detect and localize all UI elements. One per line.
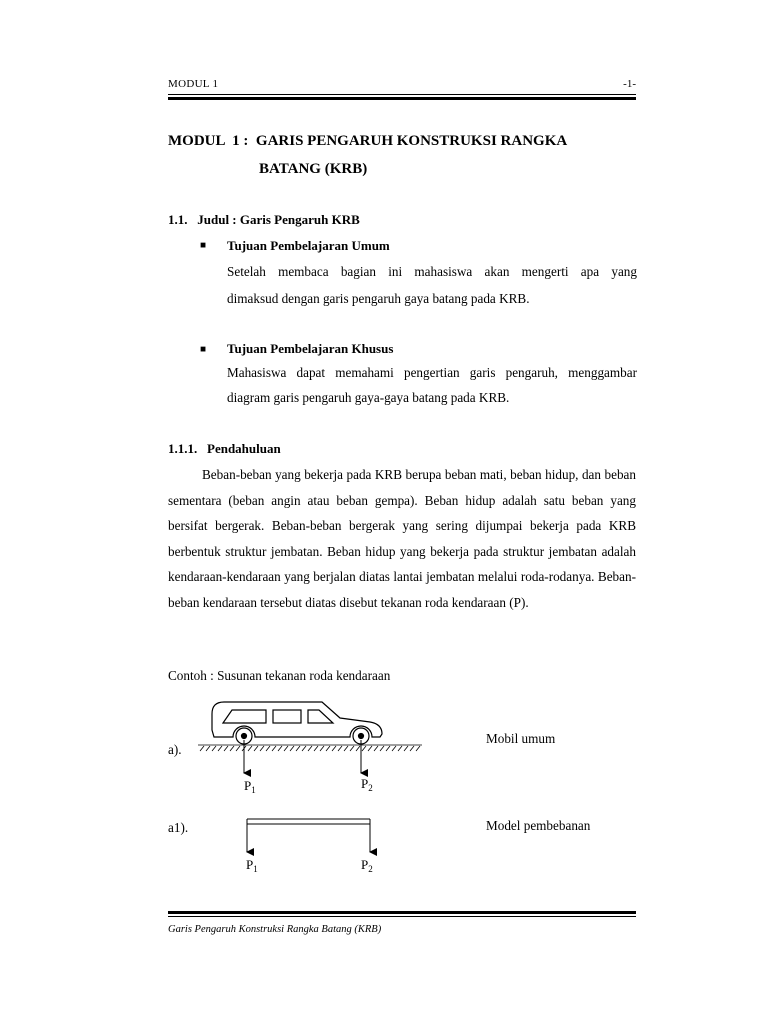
footer-text: Garis Pengaruh Konstruksi Rangka Batang (KRB) (168, 924, 382, 935)
header-rule-thick (168, 97, 636, 100)
module-title-line1: MODUL 1 : GARIS PENGARUH KONSTRUKSI RANGKA (168, 133, 568, 149)
load-label-p1: $P_1$ (244, 778, 256, 795)
footer-rule-thick (168, 911, 636, 914)
bullet2-heading: Tujuan Pembelajaran Khusus (227, 341, 394, 356)
introduction-text: Beban-beban yang bekerja pada KRB berupa beban mati, beban hidup, dan beban sementara (beban angin atau beban gempa). Beban hidup adalah satu beban yang bersifat bergerak. Beban-beban bergerak yang sering dijumpai bekerja pada KRB berbentuk struktur jembatan. Beban hidup yang bekerja pada struktur jembatan adalah kendaraan-kendaraan yang berjalan diatas lantai jembatan melalui roda-rodanya. Beban-beban kendaraan tersebut diatas disebut tekanan roda kendaraan (P). (168, 467, 636, 610)
bullet-marker: ■ (200, 344, 207, 355)
section-heading-1-1-1: 1.1.1. Pendahuluan (168, 441, 281, 456)
car-window-middle (273, 710, 301, 723)
wheel-load-diagram (190, 690, 440, 880)
bullet1-line1: Setelah membaca bagian ini mahasiswa akan mengerti apa yang (227, 264, 637, 279)
model-label-p1: $P_1$ (246, 857, 258, 874)
car-window-rear (223, 710, 266, 723)
header-module-label: MODUL 1 (168, 78, 219, 90)
bullet2-line1: Mahasiswa dapat memahami pengertian garis pengaruh, menggambar (227, 365, 637, 380)
load-model-bar (247, 819, 370, 824)
footer-rule-thin (168, 916, 636, 917)
example-a-description: Mobil umum (486, 731, 556, 746)
car-illustration (212, 702, 382, 744)
section-heading-1-1: 1.1. Judul : Garis Pengaruh KRB (168, 212, 360, 227)
load-label-p2: $P_2$ (361, 776, 373, 793)
example-a1-label: a1). (168, 820, 189, 835)
ground-surface (198, 745, 422, 751)
module-title-line2: BATANG (KRB) (259, 161, 368, 177)
bullet2-line2: diagram garis pengaruh gaya-gaya batang pada KRB. (227, 390, 510, 405)
bullet1-line2: dimaksud dengan garis pengaruh gaya batang pada KRB. (227, 291, 530, 306)
header-rule-thin (168, 94, 636, 95)
example-caption: Contoh : Susunan tekanan roda kendaraan (168, 668, 391, 683)
header-page-number: -1- (623, 78, 636, 90)
example-a-label: a). (168, 742, 182, 757)
introduction-paragraph (168, 462, 636, 615)
bullet1-heading: Tujuan Pembelajaran Umum (227, 238, 390, 253)
example-a1-description: Model pembebanan (486, 818, 591, 833)
car-window-front (308, 710, 333, 723)
bullet-marker: ■ (200, 240, 207, 251)
model-label-p2: $P_2$ (361, 857, 373, 874)
